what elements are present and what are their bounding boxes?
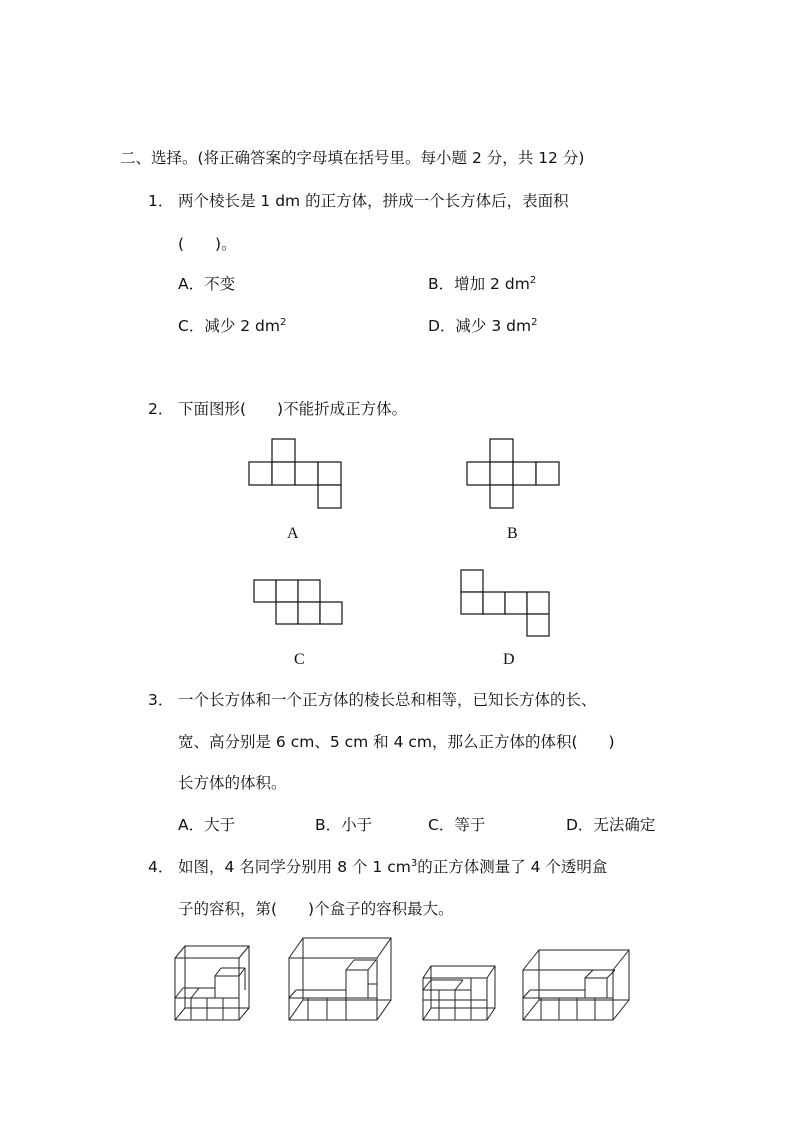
q1-option-b: B．增加 2 $dm^2$: [428, 275, 537, 293]
q4-stem-line2: 子的容积，第( )个盒子的容积最大。: [178, 900, 454, 918]
net-square: [527, 614, 549, 636]
net-square: [490, 485, 513, 508]
box-back-face: [539, 950, 629, 1000]
net-figure-a: [248, 438, 344, 510]
net-square: [536, 462, 559, 485]
net-square: [461, 570, 483, 592]
net-square: [276, 580, 298, 602]
q3-stem-line2: 宽、高分别是 6 cm、5 cm 和 4 cm，那么正方体的体积( ): [178, 733, 615, 751]
net-figure-d: [460, 569, 556, 639]
net-square: [272, 439, 295, 462]
net-label-d: D: [503, 651, 515, 668]
q3-stem-line1: 一个长方体和一个正方体的棱长总和相等，已知长方体的长、: [178, 691, 597, 709]
box-back-face: [431, 966, 495, 1008]
net-square: [254, 580, 276, 602]
q1-number: 1．: [148, 192, 174, 210]
q3-stem-line3: 长方体的体积。: [178, 774, 287, 792]
box-figure-1: [170, 940, 256, 1024]
q1-option-c: C．减少 2 $dm^2$: [178, 317, 287, 335]
net-figure-b: [466, 438, 562, 510]
net-label-c: C: [294, 651, 305, 668]
q3-option-d: D．无法确定: [566, 816, 656, 834]
q3-option-a: A．大于: [178, 816, 236, 834]
section-heading: 二、选择。(将正确答案的字母填在括号里。每小题 2 分，共 12 分): [120, 149, 585, 167]
net-square: [298, 580, 320, 602]
q1-stem-line1: 两个棱长是 1 dm 的正方体，拼成一个长方体后，表面积: [178, 192, 569, 210]
q3-option-c: C．等于: [428, 816, 486, 834]
net-square: [490, 462, 513, 485]
q4-stem-line1: 如图，4 名同学分别用 8 个 1 $cm^3$的正方体测量了 4 个透明盒: [178, 858, 608, 876]
net-square: [298, 602, 320, 624]
q3-number: 3．: [148, 691, 174, 709]
net-square: [461, 592, 483, 614]
net-square: [513, 462, 536, 485]
box-figure-3: [418, 960, 498, 1024]
stacked-cube: [585, 978, 607, 998]
stacked-cube: [215, 976, 239, 998]
net-square: [467, 462, 490, 485]
q2-number: 2．: [148, 400, 174, 418]
net-square: [318, 462, 341, 485]
net-square: [483, 592, 505, 614]
net-square: [318, 485, 341, 508]
net-square: [490, 439, 513, 462]
net-square: [272, 462, 295, 485]
net-square: [320, 602, 342, 624]
q1-option-d: D．减少 3 $dm^2$: [428, 317, 538, 335]
net-square: [527, 592, 549, 614]
box-figure-2: [284, 932, 396, 1024]
box-figure-4: [518, 944, 634, 1024]
stacked-cube: [346, 970, 368, 998]
net-figure-c: [253, 579, 349, 629]
box-front-face: [289, 958, 377, 1020]
q1-option-a: A．不变: [178, 275, 236, 293]
net-square: [505, 592, 527, 614]
net-square: [249, 462, 272, 485]
q3-option-b: B．小于: [315, 816, 373, 834]
net-label-b: B: [507, 525, 518, 542]
q2-stem: 下面图形( )不能折成正方体。: [178, 400, 408, 418]
net-square: [295, 462, 318, 485]
net-label-a: A: [287, 525, 299, 542]
q1-stem-line2: ( )。: [178, 235, 237, 253]
q4-number: 4．: [148, 858, 174, 876]
net-square: [276, 602, 298, 624]
